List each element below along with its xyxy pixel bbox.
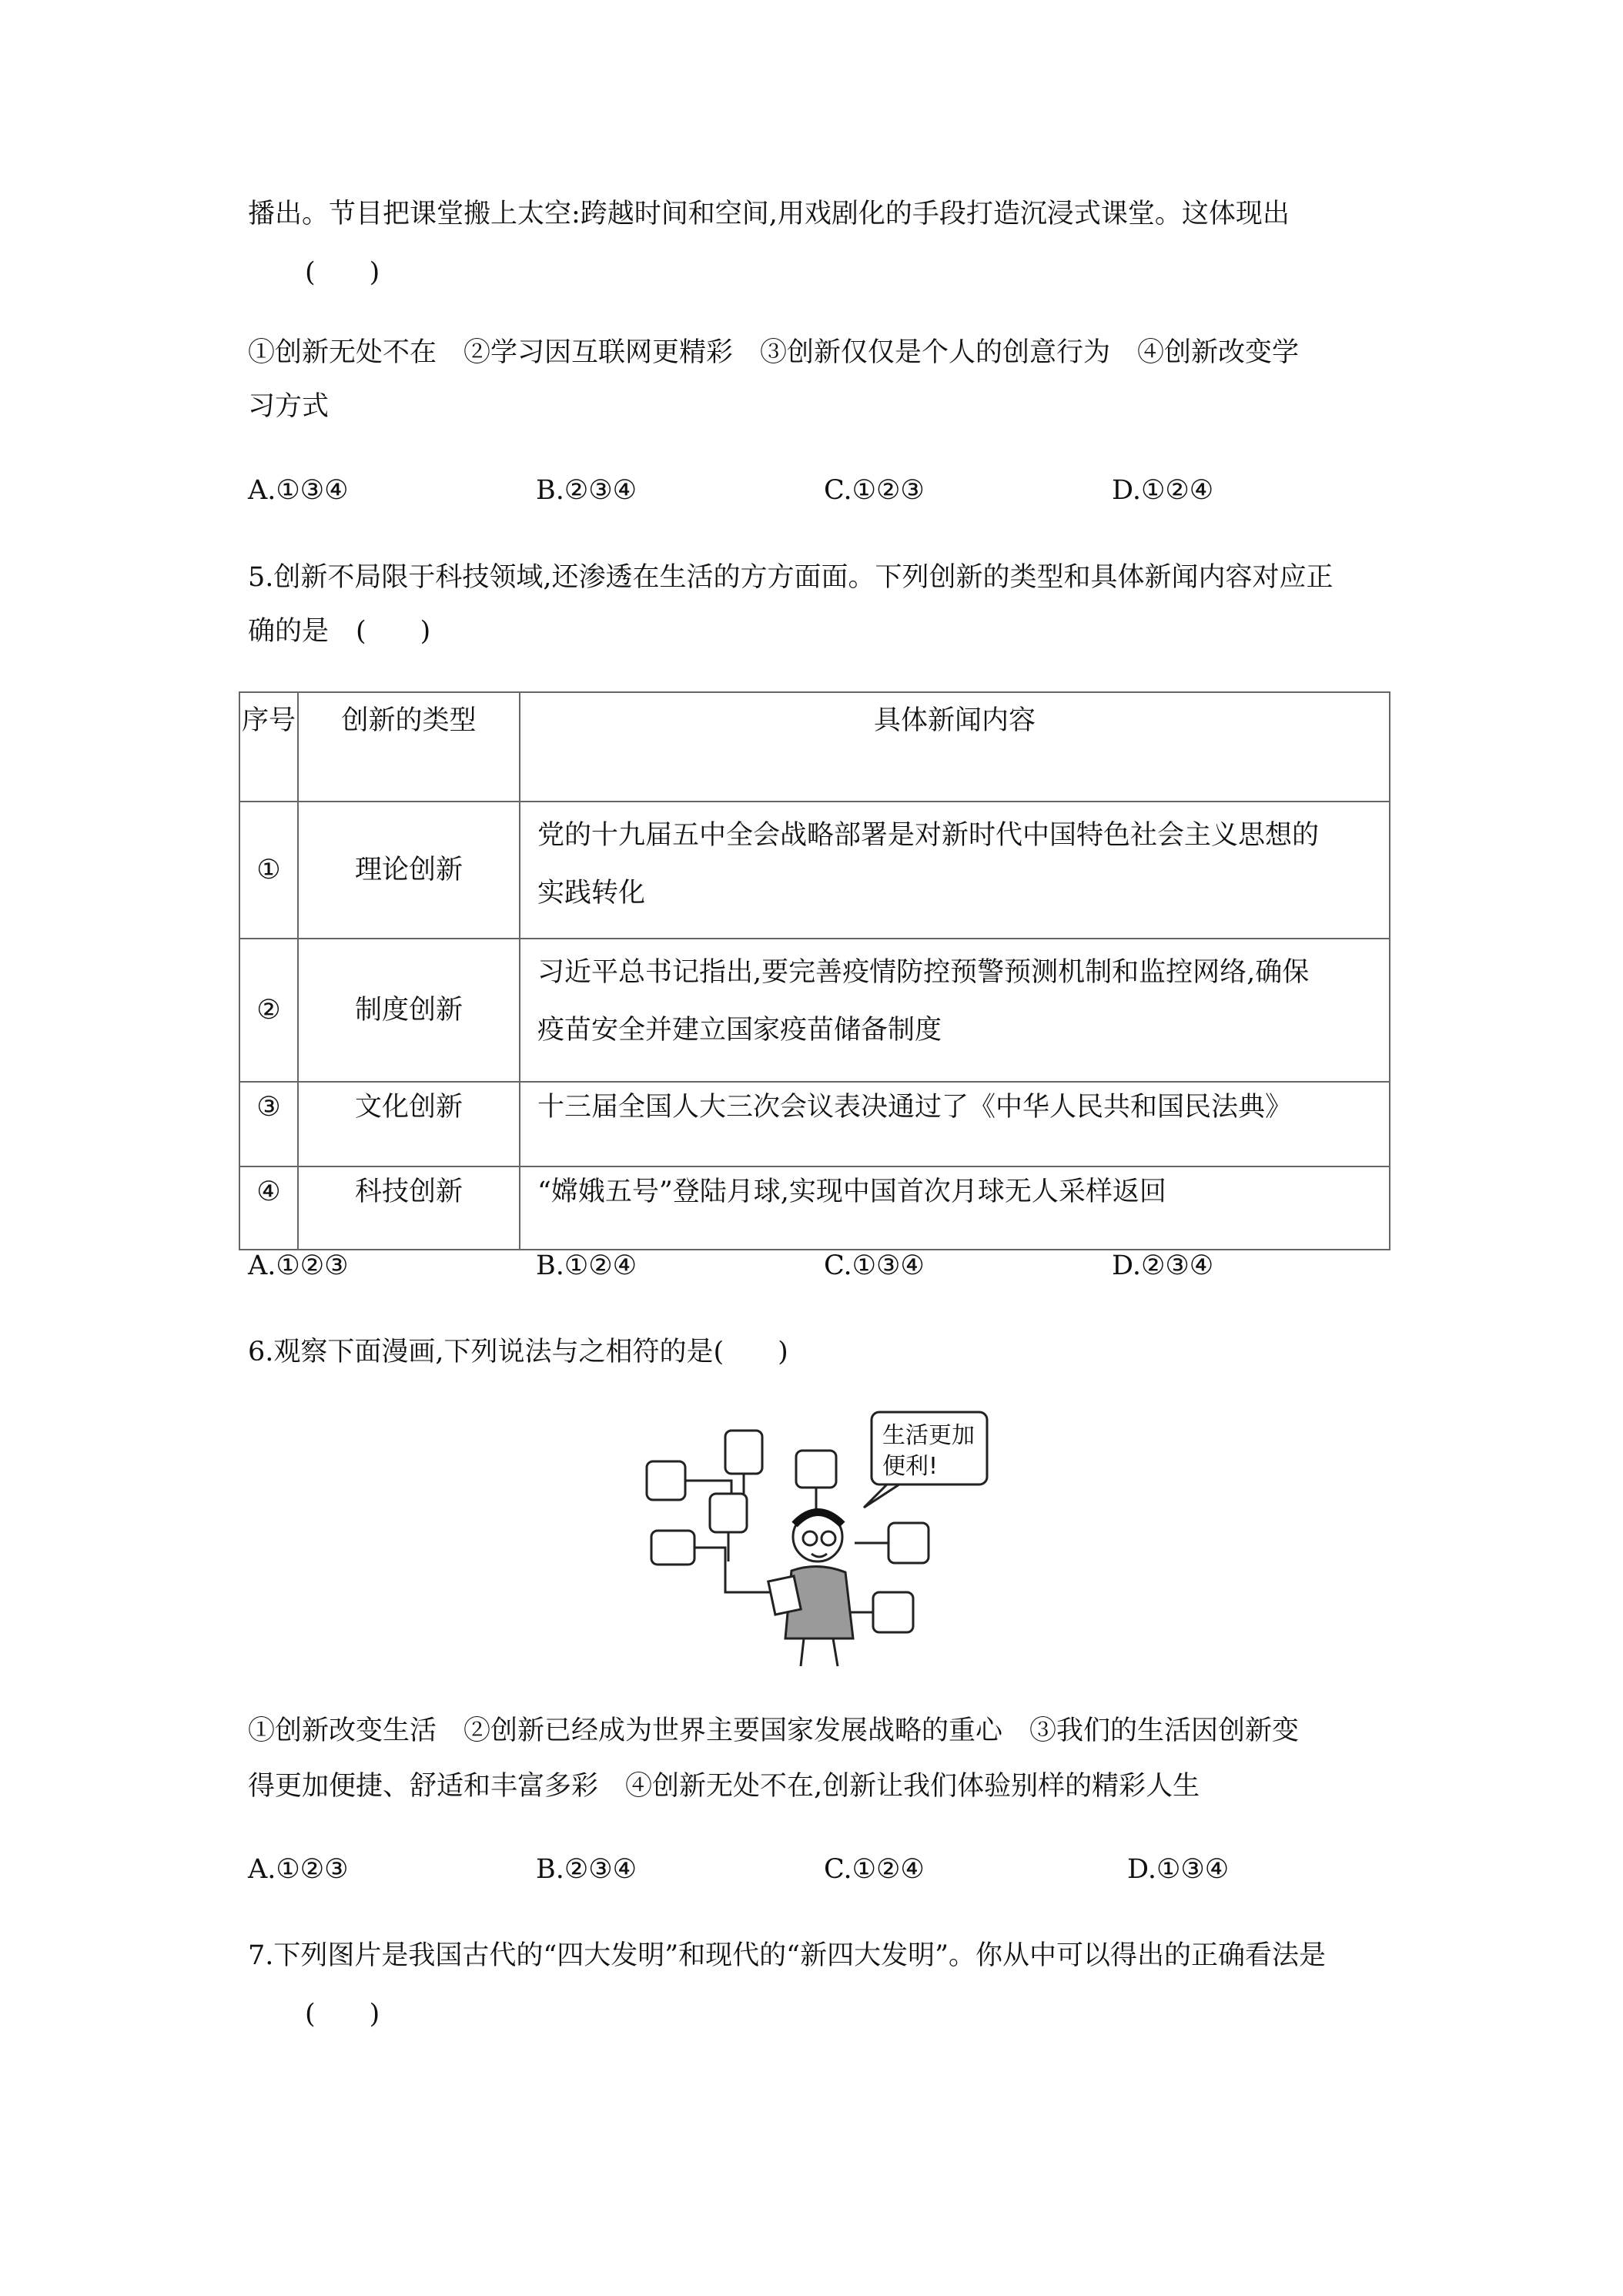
q6-option-b: B.②③④ (536, 1854, 637, 1885)
header-type: 创新的类型 (298, 692, 520, 802)
header-number: 序号 (239, 692, 298, 802)
row-type: 理论创新 (298, 802, 520, 939)
row-content: 十三届全国人大三次会议表决通过了《中华人民共和国民法典》 (520, 1082, 1390, 1166)
q5-option-c: C.①③④ (824, 1250, 925, 1281)
q4-option-c: C.①②③ (824, 475, 925, 506)
row-number: ② (239, 939, 298, 1082)
q4-stem-line1: 播出。节目把课堂搬上太空:跨越时间和空间,用戏剧化的手段打造沉浸式课堂。这体现出 (248, 199, 1290, 229)
table-row (239, 939, 1390, 1082)
q6-option-c: C.①②④ (824, 1854, 925, 1885)
q5-option-a: A.①②③ (248, 1250, 349, 1281)
q6-stem: 6.观察下面漫画,下列说法与之相符的是( ) (248, 1337, 788, 1367)
row-type: 制度创新 (298, 939, 520, 1082)
q6-option-d: D.①③④ (1127, 1854, 1230, 1885)
row-type: 科技创新 (298, 1166, 520, 1250)
speech-bubble-line1: 生活更加 (882, 1422, 975, 1449)
table-row (239, 1166, 1390, 1250)
q4-answer-blank: ( ) (305, 257, 380, 288)
q4-option-b: B.②③④ (536, 475, 637, 506)
q6-option-a: A.①②③ (248, 1854, 349, 1885)
q4-statements-line1: ①创新无处不在 ②学习因互联网更精彩 ③创新仅仅是个人的创意行为 ④创新改变学 (248, 337, 1300, 368)
row-type: 文化创新 (298, 1082, 520, 1166)
q5-stem-line2: 确的是 ( ) (248, 616, 431, 647)
q5-option-b: B.①②④ (536, 1250, 637, 1281)
q5-stem-line1: 5.创新不局限于科技领域,还渗透在生活的方方面面。下列创新的类型和具体新闻内容对应正 (248, 562, 1334, 593)
q5-option-d: D.②③④ (1112, 1250, 1214, 1281)
speech-bubble-line2: 便利! (882, 1453, 939, 1480)
q4-option-d: D.①②④ (1112, 475, 1214, 506)
cartoon-illustration (641, 1407, 992, 1669)
q4-statements-line2: 习方式 (248, 391, 330, 422)
table-row (239, 802, 1390, 939)
row-content: “嫦娥五号”登陆月球,实现中国首次月球无人采样返回 (520, 1166, 1390, 1250)
q6-statements-line2: 得更加便捷、舒适和丰富多彩 ④创新无处不在,创新让我们体验别样的精彩人生 (248, 1771, 1200, 1802)
header-content: 具体新闻内容 (520, 692, 1390, 802)
q7-stem-line1: 7.下列图片是我国古代的“四大发明”和现代的“新四大发明”。你从中可以得出的正确看法是 (248, 1940, 1326, 1971)
row-number: ③ (239, 1082, 298, 1166)
q7-answer-blank: ( ) (305, 1999, 380, 2030)
row-content: 党的十九届五中全会战略部署是对新时代中国特色社会主义思想的 实践转化 (520, 802, 1390, 939)
row-content: 习近平总书记指出,要完善疫情防控预警预测机制和监控网络,确保 疫苗安全并建立国家疫苗储备制度 (520, 939, 1390, 1082)
table-header-row (239, 692, 1390, 802)
q6-statements-line1: ①创新改变生活 ②创新已经成为世界主要国家发展战略的重心 ③我们的生活因创新变 (248, 1715, 1300, 1746)
q4-option-a: A.①③④ (248, 475, 349, 506)
row-number: ① (239, 802, 298, 939)
q5-news-table (239, 691, 1390, 1250)
table-row (239, 1082, 1390, 1166)
row-number: ④ (239, 1166, 298, 1250)
